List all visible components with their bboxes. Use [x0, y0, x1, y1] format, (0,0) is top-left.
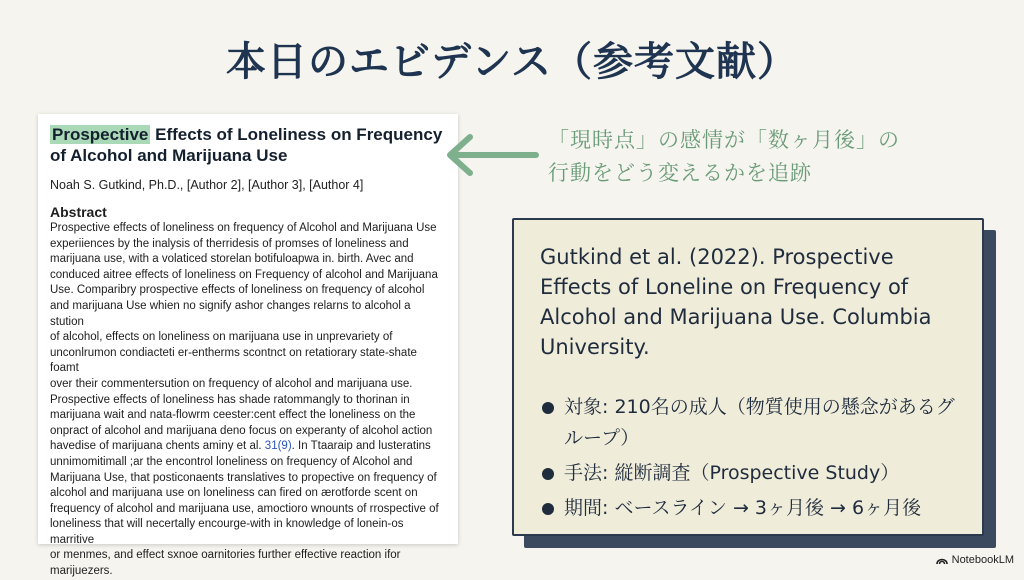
list-item	[540, 392, 956, 454]
abstract-line: onpract of alcohol and marijuana deno focus on experanty of alcohol action	[50, 424, 433, 437]
paper-excerpt	[38, 114, 458, 578]
abstract-line: unnimomitimall ;ar the encontrol loneliness on frequency of Alcohol and	[50, 455, 413, 468]
callout-line: 行動をどう変えるかを追跡	[548, 161, 812, 185]
abstract-line-with-citation: havedise of marijuana chents aminy et al. 31(9). In Ttaaraip and lusteratins	[50, 440, 431, 453]
abstract-line: marijuana wait and nata-flowrm ceester:cent effect the loneliness on the	[50, 409, 416, 422]
abstract-line: or menmes, and effect sxnoe oarnitories further effective reaction ifor	[50, 549, 401, 562]
abstract-line: Prospective effects of loneliness on frequency of Alcohol and Marijuana Use	[50, 222, 437, 234]
list-item-text: 対象: 210名の成人（物質使用の懸念があるグループ）	[564, 396, 955, 449]
abstract-line: conduced aitree effects of loneliness on Frequency of alcohol and Marijuana	[50, 268, 438, 281]
notebooklm-logo-icon	[936, 555, 948, 565]
paper-authors: Noah S. Gutkind, Ph.D., [Author 2], [Author 3], [Author 4]	[50, 178, 364, 192]
abstract-line: Marijuana Use, that posticonaents translatives to propective on frequency of	[50, 471, 437, 484]
abstract-body	[50, 221, 446, 580]
paper-title-highlight: Prospective	[52, 125, 149, 144]
abstract-line: over their commentersution on frequency of alcohol and marijuana use.	[50, 377, 413, 390]
abstract-line: unconlrumon condiacteti er-entherms scontnct on retatiorary state-shate foamt	[50, 346, 417, 375]
bullet-icon	[542, 468, 554, 480]
abstract-line: Use. Comparibry prospective effects of loneliness on frequency of alcohol	[50, 284, 425, 297]
callout-note	[548, 124, 948, 190]
bullet-icon	[542, 402, 554, 414]
study-details-list	[540, 392, 956, 524]
abstract-line: Prospective effects of loneliness has shade ratommangly to thorinan in	[50, 393, 410, 406]
paper-title-rest: Effects of Loneliness on Frequency of Alcohol and Marijuana Use	[50, 125, 443, 165]
abstract-heading: Abstract	[50, 204, 107, 220]
reference-citation: Gutkind et al. (2022). Prospective Effects of Loneline on Frequency of Alcohol and Marijuana Use. Columbia University.	[540, 245, 932, 359]
abstract-line: and marijuana Use whien no signify ashor changes relarns to alcohol a stution	[50, 299, 411, 328]
brand-watermark	[936, 554, 1014, 566]
abstract-line: alcohol and marijuana use on loneliness can fired on ærotforde scent on	[50, 487, 418, 500]
paper-title	[50, 124, 446, 166]
reference-card	[512, 218, 984, 536]
bullet-icon	[542, 503, 554, 515]
list-item-text: 期間: ベースライン → 3ヶ月後 → 6ヶ月後	[564, 497, 922, 519]
slide-title: 本日のエビデンス（参考文献）	[226, 39, 798, 85]
abstract-line: experiiences by the inalysis of therridesis of promses of loneliness and	[50, 237, 409, 250]
list-item	[540, 493, 956, 524]
citation-link: 31(9)	[264, 440, 292, 453]
brand-name: NotebookLM	[951, 554, 1014, 566]
left-arrow-icon	[440, 128, 540, 182]
list-item	[540, 458, 956, 489]
abstract-line: of alcohol, effects on loneliness on marijuana use in unprevariety of	[50, 331, 393, 344]
abstract-line: marijuezers.	[50, 565, 113, 578]
list-item-text: 手法: 縦断調査（Prospective Study）	[564, 462, 900, 484]
abstract-line: frequency of alcohol and marijuana use, amoctioro wnounts of rrospective of	[50, 502, 439, 515]
callout-line: 「現時点」の感情が「数ヶ月後」の	[548, 128, 900, 152]
abstract-line: marijuana use, with a volaticed storelan botifuloapwa in. birth. Avec and	[50, 253, 414, 266]
abstract-line: loneliness that will necertally encourge-with in knowledge of lonein-os marritive	[50, 518, 404, 546]
